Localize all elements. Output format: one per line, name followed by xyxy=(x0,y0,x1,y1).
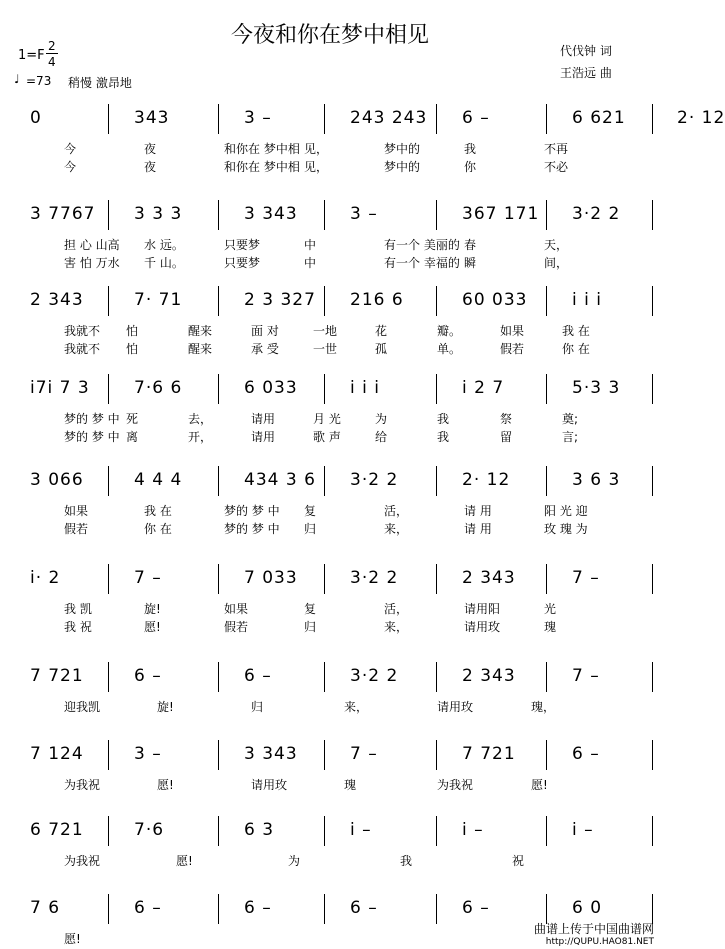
lyric-word: 你 在 xyxy=(144,522,172,536)
note-group: i – xyxy=(572,820,594,840)
note-group: 0 xyxy=(30,108,42,128)
lyricist-credit: 代伐钟 词 xyxy=(560,44,612,58)
lyric-word: 梦中的 xyxy=(384,142,421,156)
lyric-word: 瓣。 xyxy=(437,324,462,338)
lyric-line xyxy=(0,502,660,518)
bar-line xyxy=(436,104,437,134)
lyric-word: 只要梦 xyxy=(224,238,261,252)
lyric-word: 阳 光 迎 xyxy=(544,504,588,518)
lyric-word: 你 xyxy=(464,160,477,174)
lyric-word: 为我祝 xyxy=(64,778,101,792)
note-group: 3·2 2 xyxy=(572,204,621,224)
bar-line xyxy=(108,894,109,924)
note-group: 4 4 4 xyxy=(134,470,183,490)
note-group: 6 – xyxy=(244,666,272,686)
bar-line xyxy=(436,816,437,846)
bar-line xyxy=(108,662,109,692)
bar-line xyxy=(652,662,653,692)
note-row xyxy=(0,568,660,592)
note-group: 6 0 xyxy=(572,898,603,918)
lyric-word: 去， xyxy=(188,412,213,426)
time-sig-top: 2 xyxy=(48,39,56,53)
note-group: i7i 7 3 xyxy=(30,378,90,398)
lyric-word: 担 心 山高 xyxy=(64,238,120,252)
note-group: i· 2 xyxy=(30,568,61,588)
bar-line xyxy=(108,374,109,404)
bar-line xyxy=(324,564,325,594)
lyric-word: 见， xyxy=(304,142,329,156)
note-group: 3 3 3 xyxy=(134,204,183,224)
bar-line xyxy=(108,816,109,846)
lyric-line xyxy=(0,340,660,356)
note-group: 7· 71 xyxy=(134,290,183,310)
note-group: 3 7767 xyxy=(30,204,96,224)
lyric-word: 死 xyxy=(126,412,139,426)
note-group: 2· 12 xyxy=(462,470,511,490)
note-group: 3 – xyxy=(244,108,272,128)
lyric-word: 愿! xyxy=(64,932,81,946)
note-row xyxy=(0,290,660,314)
bar-line xyxy=(546,662,547,692)
bar-line xyxy=(218,104,219,134)
lyric-word: 梦的 梦 中 xyxy=(64,430,120,444)
lyric-word: 来， xyxy=(384,620,409,634)
note-group: 5·3 3 xyxy=(572,378,621,398)
lyric-word: 为我祝 xyxy=(437,778,474,792)
lyric-word: 祭 xyxy=(500,412,513,426)
bar-line xyxy=(324,816,325,846)
bar-line xyxy=(324,740,325,770)
note-group: 6 721 xyxy=(30,820,84,840)
note-group: i – xyxy=(462,820,484,840)
lyric-word: 夜 xyxy=(144,142,157,156)
bar-line xyxy=(108,104,109,134)
lyric-word: 孤 xyxy=(375,342,388,356)
lyric-word: 单。 xyxy=(437,342,462,356)
note-group: i – xyxy=(350,820,372,840)
lyric-word: 今 xyxy=(64,160,77,174)
note-row xyxy=(0,378,660,402)
bar-line xyxy=(652,200,653,230)
lyric-word: 归 xyxy=(304,522,317,536)
lyric-line xyxy=(0,254,660,270)
lyric-word: 有一个 美丽的 xyxy=(384,238,460,252)
note-row xyxy=(0,204,660,228)
lyric-word: 离 xyxy=(126,430,139,444)
bar-line xyxy=(218,564,219,594)
note-group: 3·2 2 xyxy=(350,666,399,686)
note-group: 6 – xyxy=(350,898,378,918)
bar-line xyxy=(324,894,325,924)
lyric-word: 中 xyxy=(304,256,317,270)
lyric-line xyxy=(0,698,660,714)
bar-line xyxy=(546,466,547,496)
lyric-line xyxy=(0,158,660,174)
lyric-word: 给 xyxy=(375,430,388,444)
lyric-word: 梦中的 xyxy=(384,160,421,174)
lyric-word: 和你在 梦中相 xyxy=(224,142,300,156)
bar-line xyxy=(546,816,547,846)
lyric-word: 瑰 xyxy=(344,778,357,792)
bar-line xyxy=(324,466,325,496)
note-group: 2 343 xyxy=(30,290,84,310)
lyric-word: 承 受 xyxy=(251,342,279,356)
lyric-word: 醒来 xyxy=(188,324,213,338)
bar-line xyxy=(218,374,219,404)
lyric-word: 光 xyxy=(544,602,557,616)
note-row xyxy=(0,898,660,922)
lyric-word: 请用玫 xyxy=(251,778,288,792)
lyric-word: 归 xyxy=(251,700,264,714)
note-row xyxy=(0,108,725,132)
lyric-word: 我 xyxy=(437,412,450,426)
lyric-word: 花 xyxy=(375,324,388,338)
lyric-word: 瑰 xyxy=(544,620,557,634)
lyric-word: 不必 xyxy=(544,160,569,174)
lyric-word: 怕 xyxy=(126,324,139,338)
lyric-word: 复 xyxy=(304,602,317,616)
lyric-word: 我就不 xyxy=(64,324,101,338)
lyric-line xyxy=(0,852,660,868)
composer-credit: 王浩远 曲 xyxy=(560,66,612,80)
lyric-word: 请用玫 xyxy=(437,700,474,714)
lyric-line xyxy=(0,618,660,634)
bar-line xyxy=(108,564,109,594)
lyric-word: 我 在 xyxy=(144,504,172,518)
lyric-line xyxy=(0,428,660,444)
note-group: i i i xyxy=(350,378,380,398)
bar-line xyxy=(546,374,547,404)
bar-line xyxy=(324,200,325,230)
note-row xyxy=(0,666,660,690)
note-group: 7 6 xyxy=(30,898,61,918)
lyric-word: 间， xyxy=(544,256,569,270)
note-group: 2 343 xyxy=(462,568,516,588)
note-group: i 2 7 xyxy=(462,378,505,398)
note-group: 343 xyxy=(134,108,170,128)
bar-line xyxy=(546,200,547,230)
footer-url: http://QUPU.HAO81.NET xyxy=(545,937,654,947)
lyric-line xyxy=(0,322,660,338)
key-signature: 1=F xyxy=(18,48,45,63)
note-group: 6 621 xyxy=(572,108,626,128)
bar-line xyxy=(436,740,437,770)
bar-line xyxy=(652,286,653,316)
bar-line xyxy=(652,740,653,770)
lyric-word: 请 用 xyxy=(464,522,492,536)
bar-line xyxy=(218,740,219,770)
lyric-word: 如果 xyxy=(224,602,249,616)
note-group: 2 343 xyxy=(462,666,516,686)
note-group: 6 033 xyxy=(244,378,298,398)
lyric-line xyxy=(0,236,660,252)
note-group: 434 3 6 xyxy=(244,470,316,490)
bar-line xyxy=(546,104,547,134)
bar-line xyxy=(546,286,547,316)
lyric-word: 千 山。 xyxy=(144,256,184,270)
lyric-word: 请用阳 xyxy=(464,602,501,616)
bar-line xyxy=(546,564,547,594)
bar-line xyxy=(108,740,109,770)
quarter-note-icon: ♩ xyxy=(14,72,20,86)
bar-line xyxy=(218,466,219,496)
lyric-word: 春 xyxy=(464,238,477,252)
lyric-word: 我 凯 xyxy=(64,602,92,616)
lyric-word: 请用 xyxy=(251,430,276,444)
bar-line xyxy=(652,374,653,404)
lyric-word: 夜 xyxy=(144,160,157,174)
lyric-word: 如果 xyxy=(64,504,89,518)
lyric-word: 归 xyxy=(304,620,317,634)
lyric-word: 害 怕 万水 xyxy=(64,256,120,270)
lyric-word: 言; xyxy=(562,430,579,444)
note-group: 7 124 xyxy=(30,744,84,764)
note-group: 3 – xyxy=(350,204,378,224)
bar-line xyxy=(436,466,437,496)
lyric-word: 奠; xyxy=(562,412,579,426)
lyric-word: 请用 xyxy=(251,412,276,426)
note-group: 3 – xyxy=(134,744,162,764)
lyric-word: 愿! xyxy=(176,854,193,868)
lyric-word: 见， xyxy=(304,160,329,174)
note-row xyxy=(0,470,660,494)
bar-line xyxy=(218,894,219,924)
note-group: 7 721 xyxy=(30,666,84,686)
time-sig-line xyxy=(46,53,58,54)
lyric-word: 我 在 xyxy=(562,324,590,338)
note-group: 2· 12 xyxy=(677,108,725,128)
bar-line xyxy=(652,466,653,496)
note-group: 7 – xyxy=(572,568,600,588)
note-group: 216 6 xyxy=(350,290,404,310)
lyric-word: 有一个 幸福的 xyxy=(384,256,460,270)
lyric-line xyxy=(0,520,660,536)
time-sig-bottom: 4 xyxy=(48,55,56,69)
lyric-word: 愿! xyxy=(531,778,548,792)
note-group: 3 343 xyxy=(244,744,298,764)
lyric-word: 我 祝 xyxy=(64,620,92,634)
bar-line xyxy=(652,564,653,594)
lyric-word: 水 远。 xyxy=(144,238,184,252)
note-row xyxy=(0,820,660,844)
lyric-line xyxy=(0,140,660,156)
note-group: 60 033 xyxy=(462,290,528,310)
note-group: 7·6 xyxy=(134,820,165,840)
note-group: 7 033 xyxy=(244,568,298,588)
bar-line xyxy=(652,104,653,134)
footer-text: 曲谱上传于中国曲谱网 xyxy=(533,922,654,936)
note-group: 6 3 xyxy=(244,820,275,840)
lyric-word: 梦的 梦 中 xyxy=(64,412,120,426)
lyric-word: 我 xyxy=(464,142,477,156)
lyric-word: 旋! xyxy=(144,602,161,616)
lyric-word: 旋! xyxy=(157,700,174,714)
bar-line xyxy=(108,200,109,230)
bar-line xyxy=(324,286,325,316)
bar-line xyxy=(436,662,437,692)
lyric-word: 留 xyxy=(500,430,513,444)
lyric-word: 愿! xyxy=(157,778,174,792)
lyric-word: 梦的 梦 中 xyxy=(224,522,280,536)
lyric-word: 你 在 xyxy=(562,342,590,356)
lyric-word: 迎我凯 xyxy=(64,700,101,714)
lyric-word: 只要梦 xyxy=(224,256,261,270)
lyric-word: 请用玫 xyxy=(464,620,501,634)
lyric-word: 来， xyxy=(344,700,369,714)
note-group: 7 – xyxy=(134,568,162,588)
bar-line xyxy=(652,816,653,846)
expression-marking: 稍慢 激昂地 xyxy=(68,76,132,90)
lyric-word: 祝 xyxy=(512,854,525,868)
lyric-word: 假若 xyxy=(500,342,525,356)
bar-line xyxy=(108,466,109,496)
lyric-word: 假若 xyxy=(64,522,89,536)
note-group: 7 – xyxy=(572,666,600,686)
lyric-word: 月 光 xyxy=(313,412,341,426)
bar-line xyxy=(324,104,325,134)
note-group: 367 171 xyxy=(462,204,540,224)
lyric-word: 面 对 xyxy=(251,324,279,338)
lyric-word: 天， xyxy=(544,238,569,252)
bar-line xyxy=(324,374,325,404)
lyric-word: 我 xyxy=(437,430,450,444)
lyric-word: 我 xyxy=(400,854,413,868)
note-group: 3 066 xyxy=(30,470,84,490)
lyric-word: 为 xyxy=(375,412,388,426)
lyric-word: 复 xyxy=(304,504,317,518)
lyric-word: 来， xyxy=(384,522,409,536)
lyric-word: 梦的 梦 中 xyxy=(224,504,280,518)
lyric-word: 不再 xyxy=(544,142,569,156)
note-group: 2 3 327 xyxy=(244,290,316,310)
note-group: 6 – xyxy=(572,744,600,764)
bar-line xyxy=(108,286,109,316)
lyric-word: 请 用 xyxy=(464,504,492,518)
tempo-marking: =73 xyxy=(26,74,52,88)
bar-line xyxy=(546,740,547,770)
lyric-word: 一世 xyxy=(313,342,338,356)
bar-line xyxy=(218,662,219,692)
bar-line xyxy=(218,200,219,230)
bar-line xyxy=(436,564,437,594)
bar-line xyxy=(436,894,437,924)
lyric-word: 怕 xyxy=(126,342,139,356)
lyric-word: 瑰， xyxy=(531,700,556,714)
note-group: 6 – xyxy=(462,898,490,918)
note-group: 6 – xyxy=(134,666,162,686)
bar-line xyxy=(436,374,437,404)
lyric-word: 我就不 xyxy=(64,342,101,356)
bar-line xyxy=(324,662,325,692)
lyric-word: 为 xyxy=(288,854,301,868)
note-group: 3 343 xyxy=(244,204,298,224)
lyric-word: 醒来 xyxy=(188,342,213,356)
lyric-word: 中 xyxy=(304,238,317,252)
lyric-word: 活， xyxy=(384,602,409,616)
lyric-line xyxy=(0,410,660,426)
lyric-word: 开， xyxy=(188,430,213,444)
note-group: 6 – xyxy=(244,898,272,918)
bar-line xyxy=(218,286,219,316)
lyric-word: 玫 瑰 为 xyxy=(544,522,588,536)
lyric-word: 瞬 xyxy=(464,256,477,270)
note-group: 6 – xyxy=(134,898,162,918)
lyric-word: 为我祝 xyxy=(64,854,101,868)
note-group: 3·2 2 xyxy=(350,470,399,490)
note-group: 7·6 6 xyxy=(134,378,183,398)
lyric-word: 歌 声 xyxy=(313,430,341,444)
lyric-word: 假若 xyxy=(224,620,249,634)
note-group: 243 243 xyxy=(350,108,428,128)
note-group: 7 – xyxy=(350,744,378,764)
note-group: 3 6 3 xyxy=(572,470,621,490)
note-group: 3·2 2 xyxy=(350,568,399,588)
lyric-word: 愿! xyxy=(144,620,161,634)
lyric-word: 今 xyxy=(64,142,77,156)
song-title: 今夜和你在梦中相见 xyxy=(230,23,429,48)
lyric-line xyxy=(0,600,660,616)
bar-line xyxy=(436,286,437,316)
bar-line xyxy=(436,200,437,230)
lyric-word: 如果 xyxy=(500,324,525,338)
note-group: 7 721 xyxy=(462,744,516,764)
lyric-word: 和你在 梦中相 xyxy=(224,160,300,174)
bar-line xyxy=(218,816,219,846)
note-row xyxy=(0,744,660,768)
note-group: 6 – xyxy=(462,108,490,128)
lyric-word: 活， xyxy=(384,504,409,518)
lyric-line xyxy=(0,776,660,792)
note-group: i i i xyxy=(572,290,602,310)
lyric-word: 一地 xyxy=(313,324,338,338)
